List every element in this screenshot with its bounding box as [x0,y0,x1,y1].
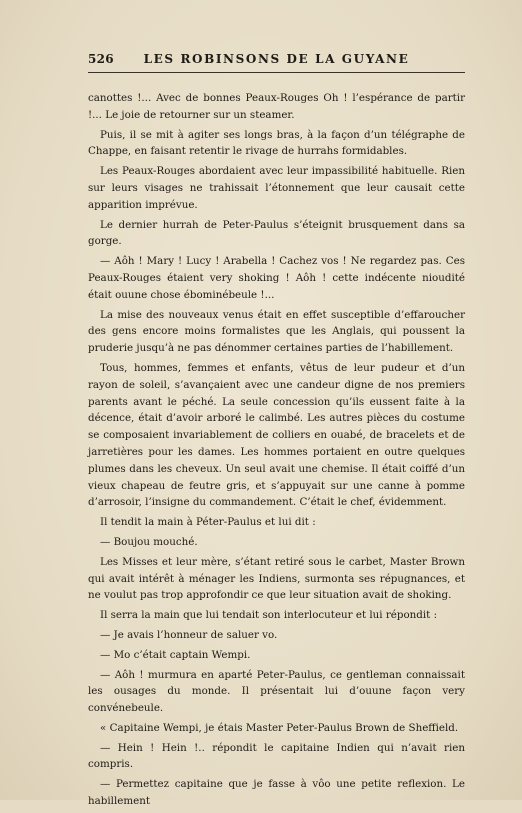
paragraph: « Capitaine Wempi, je étais Master Peter-Paulus Brown de Sheffield. [100,721,459,734]
paragraph: — Permettez capitaine que je fasse à vôo une petite reflexion. Le habillement [88,778,465,808]
paragraph: Puis, il se mit à agiter ses longs bras, à la façon d’un télégraphe de Chappe, en faisant retentir le rivage de hurrahs formidables. [88,128,465,158]
paragraph: Il serra la main que lui tendait son interlocuteur et lui répondit : [100,609,438,622]
paragraph: Les Misses et leur mère, s’étant retiré sous le carbet, Master Brown qui avait intérêt à ménager les Indiens, surmonta ses répugnances, et ne voulut pas trop approfondir ce que leur situation avait de shoking. [88,555,465,602]
page-number: 526 [88,52,114,66]
paragraph: — Hein ! Hein !.. répondit le capitaine Indien qui n’avait rien compris. [88,741,465,771]
paragraph: La mise des nouveaux venus était en effet susceptible d’effaroucher des gens encore moins formalistes que les Anglais, qui poussent la pruderie jusqu’à ne pas dénommer certaines parties de l’habillement. [88,308,465,355]
header-rule [88,72,465,73]
paragraph: Tous, hommes, femmes et enfants, vêtus de leur pudeur et d’un rayon de soleil, s’avançaient avec une candeur digne de nos premiers parents avant le péché. La seule concession qu’ils eussent faite à la décence, était d’avoir arboré le calimbé. Les autres pièces du costume se composaient invariablement de colliers en ouabé, de bracelets et de jarretières pour les dames. Les hommes portaient en outre quelques plumes dans les cheveux. Un seul avait une chemise. Il était coiffé d’un vieux chapeau de feutre gris, et s’appuyait sur une canne à pomme d’arrosoir, l’insigne du commandement. C’était le chef, évidemment. [88,361,465,509]
paragraph: — Aôh ! murmura en aparté Peter-Paulus, ce gentleman connaissait les ousages du monde. Il présentait lui d’ouune façon very convénebeule. [88,668,465,715]
paragraph: Les Peaux-Rouges abordaient avec leur impassibilité habituelle. Rien sur leurs visages ne trahissait l’étonnement que leur causait cette apparition imprévue. [88,165,465,211]
paragraph: Le dernier hurrah de Peter-Paulus s’éteignit brusquement dans sa gorge. [88,218,465,248]
paragraph: — Je avais l’honneur de saluer vo. [100,628,278,641]
paragraph: — Aôh ! Mary ! Lucy ! Arabella ! Cachez vos ! Ne regardez pas. Ces Peaux-Rouges étaient very shoking ! Aôh ! cette indécente nioudité était ouune chose ébominébeule !... [88,255,465,301]
paragraph: Il tendit la main à Péter-Paulus et lui dit : [100,516,316,529]
body-text [88,90,465,813]
page-header [88,52,465,72]
paragraph: — Boujou mouché. [100,535,198,548]
paragraph: — Mo c’était captain Wempi. [100,648,251,661]
paragraph: canottes !... Avec de bonnes Peaux-Rouges Oh ! l’espérance de partir !... Le joie de retourner sur un steamer. [88,92,465,121]
running-title: LES ROBINSONS DE LA GUYANE [143,52,410,66]
